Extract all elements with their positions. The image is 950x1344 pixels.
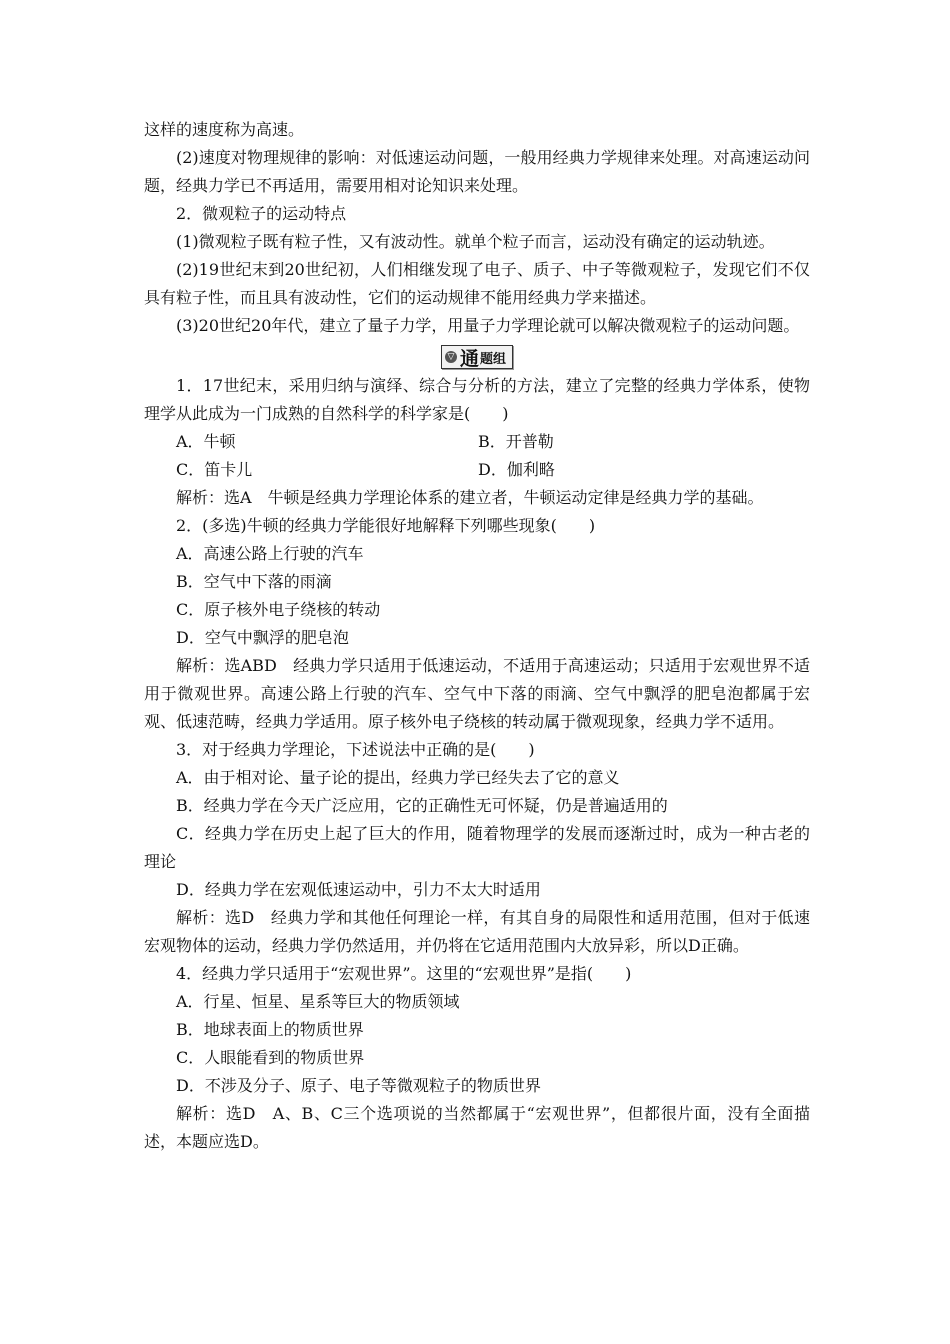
q3-stem: 3．对于经典力学理论，下述说法中正确的是( ) bbox=[176, 740, 535, 759]
q2-option-a: A．高速公路上行驶的汽车 bbox=[176, 544, 364, 563]
q4-stem: 4．经典力学只适用于“宏观世界”。这里的“宏观世界”是指( ) bbox=[176, 964, 632, 983]
q1-option-c: C．笛卡儿 bbox=[176, 460, 253, 479]
q1-options-row-2 bbox=[144, 456, 810, 484]
q3-option-b: B．经典力学在今天广泛应用，它的正确性无可怀疑，仍是普遍适用的 bbox=[176, 796, 668, 815]
q2-option-b: B．空气中下落的雨滴 bbox=[176, 572, 332, 591]
intro-micro-1: (1)微观粒子既有粒子性，又有波动性。就单个粒子而言，运动没有确定的运动轨迹。 bbox=[176, 232, 775, 251]
intro-micro-2: (2)19世纪末到20世纪初，人们相继发现了电子、质子、中子等微观粒子，发现它们不仅具有粒子性，而且具有波动性，它们的运动规律不能用经典力学来描述。 bbox=[144, 260, 810, 307]
intro-line-1: 这样的速度称为高速。 bbox=[144, 120, 305, 139]
q1-option-a: A．牛顿 bbox=[176, 432, 236, 451]
banner-small-text: 题组 bbox=[480, 351, 507, 367]
q1-option-b: B．开普勒 bbox=[478, 432, 554, 451]
intro-heading-micro: 2．微观粒子的运动特点 bbox=[176, 204, 347, 223]
q4-option-d: D．不涉及分子、原子、电子等微观粒子的物质世界 bbox=[176, 1076, 541, 1095]
q4-answer: 解析：选D A、B、C三个选项说的当然都属于“宏观世界”，但都很片面，没有全面描述，本题应选D。 bbox=[144, 1104, 810, 1151]
document-page bbox=[144, 116, 810, 1156]
q4-option-b: B．地球表面上的物质世界 bbox=[176, 1020, 364, 1039]
q3-option-d: D．经典力学在宏观低速运动中，引力不太大时适用 bbox=[176, 880, 541, 899]
q3-option-a: A．由于相对论、量子论的提出，经典力学已经失去了它的意义 bbox=[176, 768, 620, 787]
q2-stem: 2．(多选)牛顿的经典力学能很好地解释下列哪些现象( ) bbox=[176, 516, 596, 535]
q1-options-row-1 bbox=[144, 428, 810, 456]
q2-option-c: C．原子核外电子绕核的转动 bbox=[176, 600, 381, 619]
triangle-icon: ▽ bbox=[445, 351, 457, 363]
q4-option-a: A．行星、恒星、星系等巨大的物质领域 bbox=[176, 992, 460, 1011]
intro-micro-3: (3)20世纪20年代，建立了量子力学，用量子力学理论就可以解决微观粒子的运动问题。 bbox=[176, 316, 800, 335]
section-banner bbox=[144, 342, 810, 372]
q1-stem: 1．17世纪末，采用归纳与演绎、综合与分析的方法，建立了完整的经典力学体系，使物理学从此成为一门成熟的自然科学的科学家是( ) bbox=[144, 376, 810, 423]
q3-answer: 解析：选D 经典力学和其他任何理论一样，有其自身的局限性和适用范围，但对于低速宏观物体的运动，经典力学仍然适用，并仍将在它适用范围内大放异彩，所以D正确。 bbox=[144, 908, 810, 955]
banner-big-char: 通 bbox=[459, 347, 479, 370]
q1-answer: 解析：选A 牛顿是经典力学理论体系的建立者，牛顿运动定律是经典力学的基础。 bbox=[176, 488, 764, 507]
q3-option-c: C．经典力学在历史上起了巨大的作用，随着物理学的发展而逐渐过时，成为一种古老的理论 bbox=[144, 824, 810, 871]
q2-option-d: D．空气中飘浮的肥皂泡 bbox=[176, 628, 349, 647]
q2-answer: 解析：选ABD 经典力学只适用于低速运动，不适用于高速运动；只适用于宏观世界不适用于微观世界。高速公路上行驶的汽车、空气中下落的雨滴、空气中飘浮的肥皂泡都属于宏观、低速范畴，经典力学适用。原子核外电子绕核的转动属于微观现象，经典力学不适用。 bbox=[144, 656, 810, 731]
tongtizu-badge bbox=[441, 345, 513, 369]
q4-option-c: C．人眼能看到的物质世界 bbox=[176, 1048, 365, 1067]
intro-speed-effect: (2)速度对物理规律的影响：对低速运动问题，一般用经典力学规律来处理。对高速运动问题，经典力学已不再适用，需要用相对论知识来处理。 bbox=[144, 148, 810, 195]
q1-option-d: D．伽利略 bbox=[478, 460, 555, 479]
